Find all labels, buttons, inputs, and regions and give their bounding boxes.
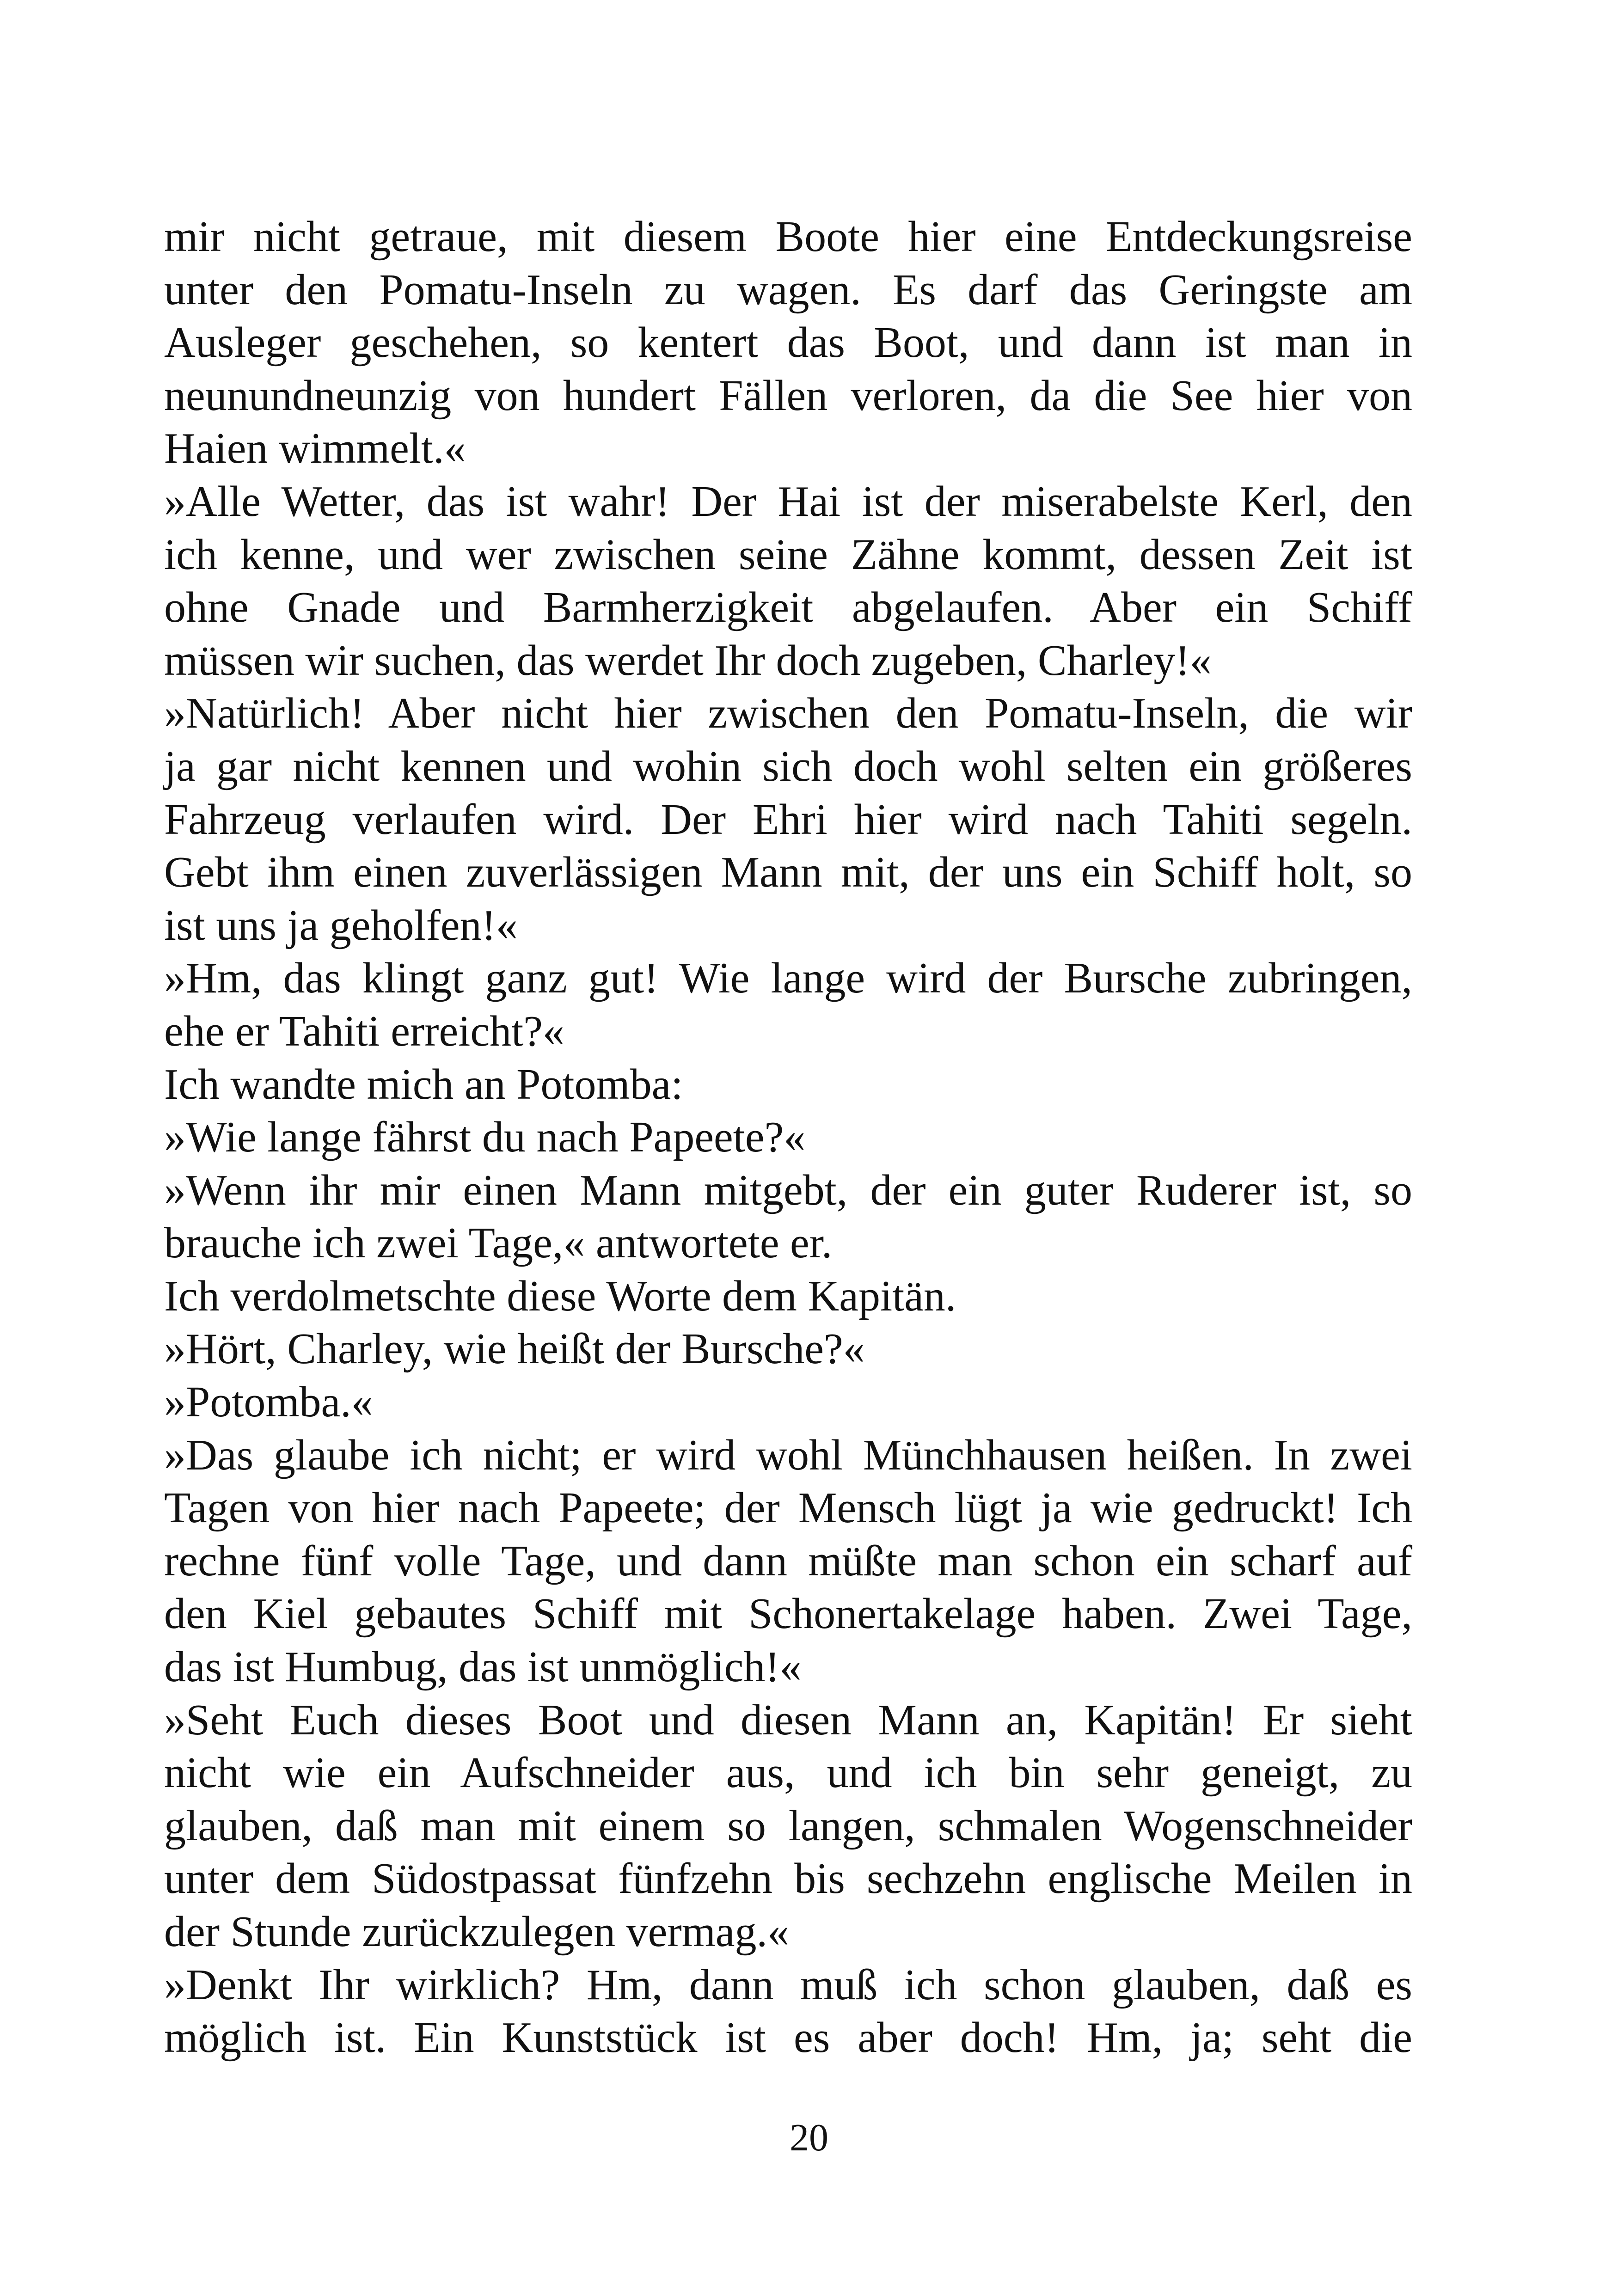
text-line: nicht wie ein Aufschneider aus, und ich bin sehr geneigt, zu: [164, 1749, 1412, 1797]
text-line: Ich wandte mich an Potomba:: [164, 1060, 683, 1108]
text-line: brauche ich zwei Tage,« antwortete er.: [164, 1219, 833, 1267]
text-line: unter dem Südostpassat fünfzehn bis sechzehn englische Meilen in: [164, 1855, 1412, 1903]
text-line: »Alle Wetter, das ist wahr! Der Hai ist der miserabelste Kerl, den: [164, 477, 1412, 526]
text-line: unter den Pomatu-Inseln zu wagen. Es darf das Geringste am: [164, 265, 1412, 314]
text-line: glauben, daß man mit einem so langen, schmalen Wogenschneider: [164, 1801, 1412, 1850]
text-line: Ich verdolmetschte diese Worte dem Kapitän.: [164, 1272, 956, 1320]
text-line: »Hm, das klingt ganz gut! Wie lange wird der Bursche zubringen,: [164, 954, 1412, 1003]
text-line: neunundneunzig von hundert Fällen verloren, da die See hier von: [164, 371, 1412, 420]
text-line: ohne Gnade und Barmherzigkeit abgelaufen. Aber ein Schiff: [164, 583, 1412, 632]
text-line: »Das glaube ich nicht; er wird wohl Münchhausen heißen. In zwei: [164, 1431, 1412, 1479]
text-line: »Potomba.«: [164, 1378, 373, 1427]
text-line: Ausleger geschehen, so kentert das Boot, und dann ist man in: [164, 318, 1412, 367]
text-line: Tagen von hier nach Papeete; der Mensch lügt ja wie gedruckt! Ich: [164, 1484, 1412, 1532]
page-number: 20: [790, 2116, 828, 2159]
text-line: »Hört, Charley, wie heißt der Bursche?«: [164, 1325, 865, 1373]
text-line: ja gar nicht kennen und wohin sich doch wohl selten ein größeres: [164, 742, 1412, 790]
text-line: Gebt ihm einen zuverlässigen Mann mit, der uns ein Schiff holt, so: [164, 848, 1412, 897]
text-line: Haien wimmelt.«: [164, 424, 466, 473]
text-line: »Seht Euch dieses Boot und diesen Mann an, Kapitän! Er sieht: [164, 1696, 1412, 1744]
body-text: [164, 210, 1412, 2064]
text-line: möglich ist. Ein Kunststück ist es aber doch! Hm, ja; seht die: [164, 2014, 1412, 2062]
text-line: »Wie lange fährst du nach Papeete?«: [164, 1113, 806, 1162]
text-line: der Stunde zurückzulegen vermag.«: [164, 1908, 790, 1956]
text-line: müssen wir suchen, das werdet Ihr doch zugeben, Charley!«: [164, 636, 1212, 685]
text-line: mir nicht getraue, mit diesem Boote hier eine Entdeckungsreise: [164, 213, 1412, 261]
text-line: »Denkt Ihr wirklich? Hm, dann muß ich schon glauben, daß es: [164, 1960, 1412, 2009]
text-line: ist uns ja geholfen!«: [164, 901, 518, 949]
text-line: das ist Humbug, das ist unmöglich!«: [164, 1643, 802, 1691]
text-line: »Natürlich! Aber nicht hier zwischen den Pomatu-Inseln, die wir: [164, 689, 1412, 738]
text-line: Fahrzeug verlaufen wird. Der Ehri hier wird nach Tahiti segeln.: [164, 795, 1412, 844]
text-line: den Kiel gebautes Schiff mit Schonertakelage haben. Zwei Tage,: [164, 1590, 1412, 1638]
text-line: »Wenn ihr mir einen Mann mitgebt, der ein guter Ruderer ist, so: [164, 1166, 1412, 1214]
text-line: rechne fünf volle Tage, und dann müßte man schon ein scharf auf: [164, 1537, 1412, 1585]
text-line: ehe er Tahiti erreicht?«: [164, 1007, 564, 1055]
text-line: ich kenne, und wer zwischen seine Zähne kommt, dessen Zeit ist: [164, 530, 1412, 579]
